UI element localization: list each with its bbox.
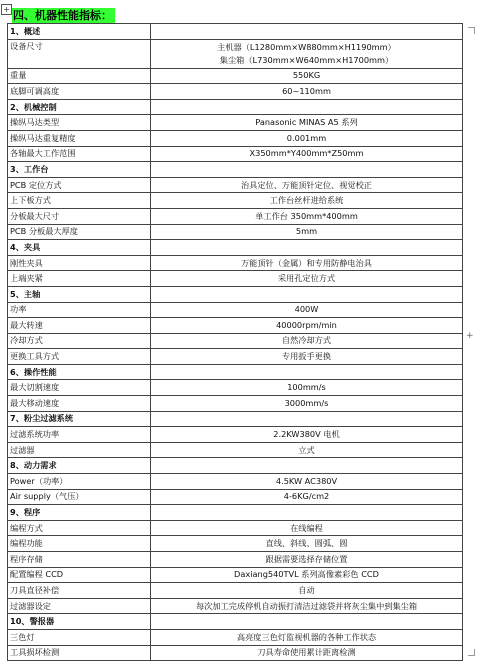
section-title: 9、程序 <box>8 505 151 521</box>
spec-label: 刀具直径补偿 <box>8 583 151 599</box>
spec-label: PCB 定位方式 <box>8 177 151 193</box>
spec-label: 各轴最大工作范围 <box>8 146 151 162</box>
spec-row <box>8 349 463 365</box>
spec-row <box>8 68 463 84</box>
section-row <box>8 458 463 474</box>
spec-value: 立式 <box>151 442 463 458</box>
spec-row <box>8 520 463 536</box>
spec-table <box>7 23 463 661</box>
spec-row <box>8 567 463 583</box>
section-title: 4、夹具 <box>8 240 151 256</box>
spec-value: 单工作台 350mm*400mm <box>151 208 463 224</box>
spec-row <box>8 146 463 162</box>
spec-label: 功率 <box>8 302 151 318</box>
section-empty-cell <box>151 240 463 256</box>
section-row <box>8 286 463 302</box>
spec-label: 程序存储 <box>8 552 151 568</box>
section-empty-cell <box>151 364 463 380</box>
spec-value: 5mm <box>151 224 463 240</box>
spec-value: 自动 <box>151 583 463 599</box>
table-move-handle-icon[interactable]: + <box>1 4 12 15</box>
spec-row <box>8 224 463 240</box>
spec-value: 自然冷却方式 <box>151 333 463 349</box>
spec-label: 过滤器 <box>8 442 151 458</box>
spec-row <box>8 271 463 287</box>
section-row <box>8 364 463 380</box>
spec-value: 治具定位、万能顶针定位、视觉校正 <box>151 177 463 193</box>
spec-label: 编程功能 <box>8 536 151 552</box>
spec-label: 操纵马达类型 <box>8 115 151 131</box>
section-empty-cell <box>151 162 463 178</box>
spec-label: 过滤器设定 <box>8 598 151 614</box>
spec-row <box>8 193 463 209</box>
spec-row <box>8 427 463 443</box>
spec-value: Panasonic MINAS A5 系列 <box>151 115 463 131</box>
section-empty-cell <box>151 286 463 302</box>
spec-label: 操纵马达重复精度 <box>8 130 151 146</box>
spec-label: 底脚可调高度 <box>8 84 151 100</box>
spec-label: 编程方式 <box>8 520 151 536</box>
spec-row <box>8 629 463 645</box>
spec-row <box>8 115 463 131</box>
section-row <box>8 505 463 521</box>
section-empty-cell <box>151 24 463 40</box>
spec-value: 4-6KG/cm2 <box>151 489 463 505</box>
spec-label: Power（功率） <box>8 474 151 490</box>
section-empty-cell <box>151 505 463 521</box>
spec-row <box>8 536 463 552</box>
section-empty-cell <box>151 458 463 474</box>
spec-label: 分板最大尺寸 <box>8 208 151 224</box>
spec-label: 冷却方式 <box>8 333 151 349</box>
spec-label: Air supply（气压） <box>8 489 151 505</box>
spec-value: 100mm/s <box>151 380 463 396</box>
spec-value: 400W <box>151 302 463 318</box>
section-title: 3、工作台 <box>8 162 151 178</box>
section-title: 6、操作性能 <box>8 364 151 380</box>
spec-row <box>8 474 463 490</box>
section-heading: 四、机器性能指标： <box>12 8 115 23</box>
spec-value: 3000mm/s <box>151 396 463 412</box>
spec-row <box>8 318 463 334</box>
section-row <box>8 162 463 178</box>
spec-value-line: 主机器（L1280mm×W880mm×H1190mm） <box>217 41 396 52</box>
spec-label: 上端夹紧 <box>8 271 151 287</box>
section-empty-cell <box>151 614 463 630</box>
spec-value: 万能顶针（金属）和专用防静电治具 <box>151 255 463 271</box>
section-title: 7、粉尘过滤系统 <box>8 411 151 427</box>
spec-label: 最大转速 <box>8 318 151 334</box>
spec-row <box>8 39 463 68</box>
spec-row <box>8 380 463 396</box>
spec-row <box>8 130 463 146</box>
section-title: 8、动力需求 <box>8 458 151 474</box>
section-row <box>8 411 463 427</box>
spec-label: 工具损坏检测 <box>8 645 151 661</box>
spec-value: 刀具寿命使用累计距离检测 <box>151 645 463 661</box>
section-row <box>8 99 463 115</box>
section-heading-container <box>12 4 115 22</box>
margin-corner-mark-icon <box>468 27 475 34</box>
spec-row <box>8 333 463 349</box>
spec-value: 专用扳手更换 <box>151 349 463 365</box>
section-row <box>8 240 463 256</box>
spec-row <box>8 84 463 100</box>
spec-value: Daxiang540TVL 系列高像素彩色 CCD <box>151 567 463 583</box>
spec-row <box>8 442 463 458</box>
spec-value: X350mm*Y400mm*Z50mm <box>151 146 463 162</box>
spec-value: 550KG <box>151 68 463 84</box>
spec-value: 每次加工完成停机自动振打清洁过滤袋并将灰尘集中到集尘箱 <box>151 598 463 614</box>
spec-row <box>8 583 463 599</box>
spec-label: 最大切割速度 <box>8 380 151 396</box>
spec-value: 0.001mm <box>151 130 463 146</box>
spec-row <box>8 396 463 412</box>
section-row <box>8 614 463 630</box>
spec-row <box>8 177 463 193</box>
spec-value: 4.5KW AC380V <box>151 474 463 490</box>
spec-row <box>8 208 463 224</box>
spec-value: 40000rpm/min <box>151 318 463 334</box>
section-empty-cell <box>151 99 463 115</box>
section-title: 10、警报器 <box>8 614 151 630</box>
section-row <box>8 24 463 40</box>
spec-row <box>8 489 463 505</box>
margin-corner-mark-icon <box>468 649 475 656</box>
section-empty-cell <box>151 411 463 427</box>
spec-label: 过滤系统功率 <box>8 427 151 443</box>
spec-label: PCB 分板最大厚度 <box>8 224 151 240</box>
spec-row <box>8 255 463 271</box>
spec-value: 60~110mm <box>151 84 463 100</box>
section-title: 2、机械控制 <box>8 99 151 115</box>
spec-value: 直线、斜线、圆弧、圆 <box>151 536 463 552</box>
spec-label: 三色灯 <box>8 629 151 645</box>
spec-row <box>8 645 463 661</box>
spec-label: 最大移动速度 <box>8 396 151 412</box>
spec-value: 跟据需要选择存储位置 <box>151 552 463 568</box>
section-title: 5、主轴 <box>8 286 151 302</box>
spec-value <box>151 39 463 68</box>
spec-value: 采用孔定位方式 <box>151 271 463 287</box>
section-title: 1、概述 <box>8 24 151 40</box>
spec-label: 更换工具方式 <box>8 349 151 365</box>
spec-value-line: 集尘箱（L730mm×W640mm×H1700mm） <box>219 54 394 65</box>
spec-label: 上下板方式 <box>8 193 151 209</box>
spec-value: 工作台丝杆进给系统 <box>151 193 463 209</box>
spec-value: 高亮度三色灯监视机器的各种工作状态 <box>151 629 463 645</box>
spec-value: 2.2KW380V 电机 <box>151 427 463 443</box>
spec-row <box>8 598 463 614</box>
spec-label: 设备尺寸 <box>8 39 151 68</box>
spec-label: 配置编程 CCD <box>8 567 151 583</box>
spec-label: 刚性夹具 <box>8 255 151 271</box>
spec-value: 在线编程 <box>151 520 463 536</box>
spec-row <box>8 552 463 568</box>
spec-row <box>8 302 463 318</box>
insert-row-plus-icon[interactable]: + <box>466 331 474 341</box>
spec-label: 重量 <box>8 68 151 84</box>
